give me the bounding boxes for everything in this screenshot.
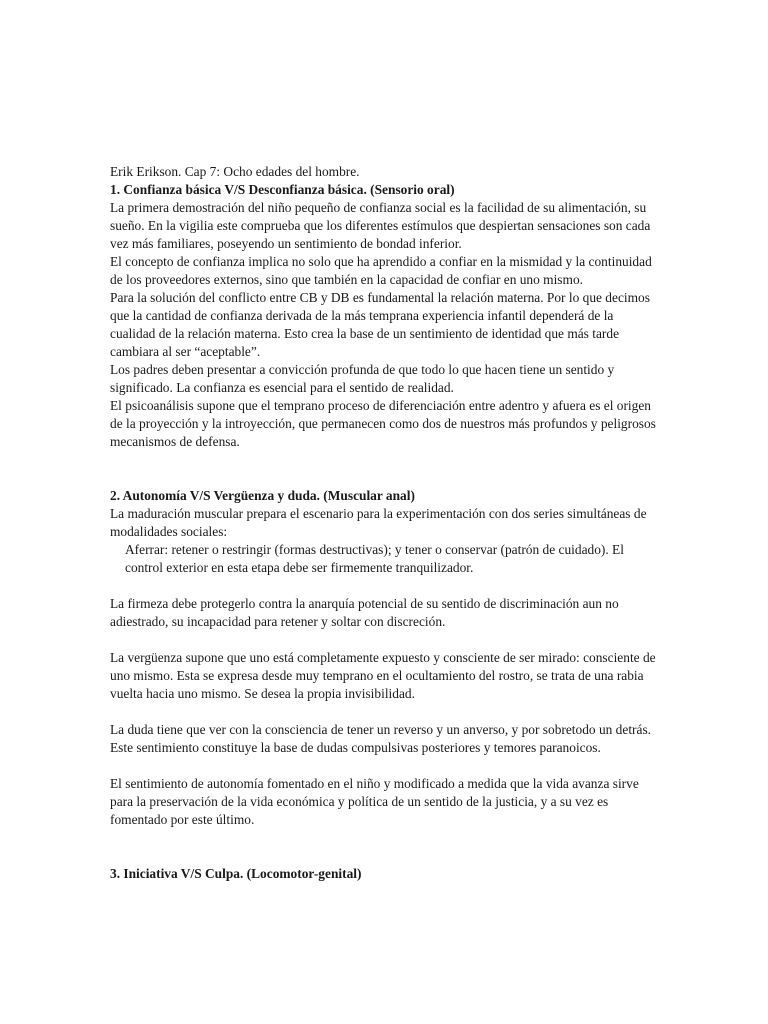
paragraph-spacer [110, 631, 658, 649]
section-3 [110, 865, 658, 883]
paragraph: El psicoanálisis supone que el temprano proceso de diferenciación entre adentro y afuera es el origen de la proyección y la introyección, que permanecen como dos de nuestros más profundos y peligrosos mecanismos de defensa. [110, 398, 656, 449]
paragraph-spacer [110, 577, 658, 595]
paragraph: La vergüenza supone que uno está completamente expuesto y consciente de ser mirado: consciente de uno mismo. Esta se expresa desde muy temprano en el ocultamiento del rostro, se trata de una rabia vuelta hacia uno mismo. Se desea la propia invisibilidad. [110, 650, 656, 701]
section-spacer [110, 451, 658, 487]
section-1 [110, 181, 658, 451]
section-heading: 3. Iniciativa V/S Culpa. (Locomotor-genital) [110, 866, 362, 881]
document-page [110, 163, 658, 883]
paragraph: El sentimiento de autonomía fomentado en el niño y modificado a medida que la vida avanza sirve para la preservación de la vida económica y política de un sentido de la justicia, y a su vez es fomentado por este último. [110, 776, 639, 827]
paragraph: La firmeza debe protegerlo contra la anarquía potencial de su sentido de discriminación aun no adiestrado, su incapacidad para retener y soltar con discreción. [110, 596, 619, 629]
paragraph: Para la solución del conflicto entre CB y DB es fundamental la relación materna. Por lo que decimos que la cantidad de confianza derivada de la más temprana experiencia infantil dependerá de la cualidad de la relación materna. Esto crea la base de un sentimiento de identidad que más tarde cambiara al ser “aceptable”. [110, 290, 650, 359]
section-2 [110, 487, 658, 829]
paragraph-spacer [110, 757, 658, 775]
section-heading: 1. Confianza básica V/S Desconfianza básica. (Sensorio oral) [110, 182, 455, 197]
paragraph: La duda tiene que ver con la consciencia de tener un reverso y un anverso, y por sobretodo un detrás. Este sentimiento constituye la base de dudas compulsivas posteriores y temores paranoicos. [110, 722, 652, 755]
paragraph: Los padres deben presentar a convicción profunda de que todo lo que hacen tiene un sentido y significado. La confianza es esencial para el sentido de realidad. [110, 362, 615, 395]
section-spacer [110, 829, 658, 865]
paragraph: Aferrar: retener o restringir (formas destructivas); y tener o conservar (patrón de cuidado). El control exterior en esta etapa debe ser firmemente tranquilizador. [125, 542, 624, 575]
section-heading: 2. Autonomía V/S Vergüenza y duda. (Muscular anal) [110, 488, 415, 503]
paragraph: El concepto de confianza implica no solo que ha aprendido a confiar en la mismidad y la continuidad de los proveedores externos, sino que también en la capacidad de confiar en uno mismo. [110, 254, 652, 287]
paragraph: La maduración muscular prepara el escenario para la experimentación con dos series simultáneas de modalidades sociales: [110, 506, 647, 539]
document-title: Erik Erikson. Cap 7: Ocho edades del hombre. [110, 164, 360, 179]
paragraph: La primera demostración del niño pequeño de confianza social es la facilidad de su alimentación, su sueño. En la vigilia este comprueba que los diferentes estímulos que despiertan sensaciones son cada vez más familiares, poseyendo un sentimiento de bondad inferior. [110, 200, 651, 251]
paragraph-spacer [110, 703, 658, 721]
